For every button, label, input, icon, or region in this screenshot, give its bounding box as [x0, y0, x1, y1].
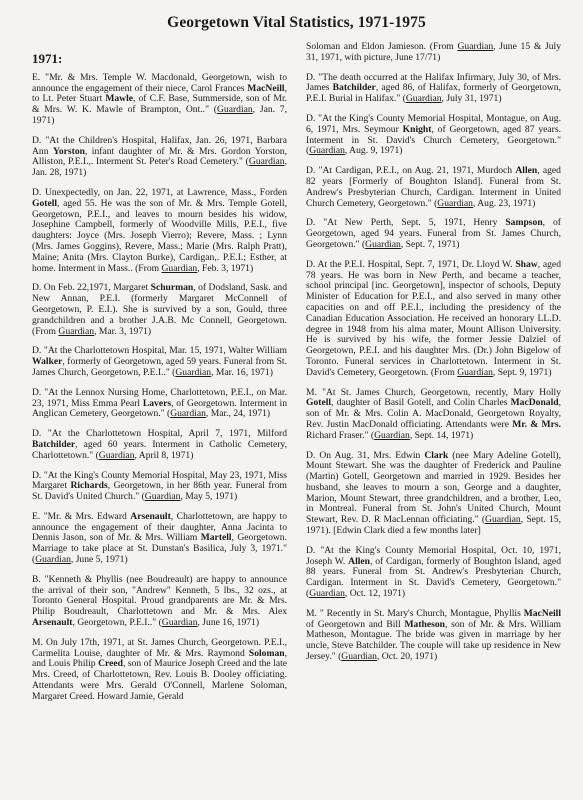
- entry-text: M. "At St. James Church, Georgetown, recently, Mary Holly: [306, 386, 561, 398]
- source-citation: Guardian: [485, 514, 521, 526]
- entry-text: , Mar. 16, 1971): [211, 366, 273, 378]
- surname: Lavers: [142, 397, 172, 409]
- entry-text: , Jan. 28, 1971): [32, 156, 287, 179]
- record-entry: [32, 283, 287, 337]
- surname: Sampson: [505, 217, 543, 229]
- entry-text: D. "At the Charlottetown Hospital, Mar. 15, 1971, Walter William: [32, 345, 287, 357]
- entry-text: , Sept. 7, 1971): [400, 238, 460, 250]
- source-citation: Guardian: [161, 617, 198, 629]
- entry-text: , Jan. 7, 1971): [32, 104, 288, 126]
- entry-text: , of Georgetown, aged 87 years. Interment in St. David's Church Cemetery, Georgetown." (: [306, 123, 562, 157]
- entry-text: , of Georgetown. Interment in Anglican Cemetery, Georgetown." (: [32, 397, 287, 420]
- record-entry: [32, 188, 287, 274]
- record-entry: [306, 73, 561, 105]
- surname: Schurman: [150, 282, 194, 294]
- surname: Creed: [98, 658, 123, 670]
- surname: Arsenault: [130, 510, 171, 522]
- entry-text: D. "At the King's County Memorial Hospital, May 23, 1971, Miss Margaret: [32, 469, 287, 492]
- surname: Batchilder: [332, 82, 376, 94]
- record-entry: [32, 638, 287, 703]
- page-title: Georgetown Vital Statistics, 1971-1975: [167, 14, 426, 31]
- entry-text: D. "At the King's County Memorial Hospital, Oct. 10, 1971, Joseph W.: [306, 544, 561, 567]
- source-citation: Guardian: [35, 554, 71, 566]
- surname: MacDonald: [510, 397, 559, 409]
- source-citation: Guardian: [437, 197, 473, 209]
- entry-text: , Oct. 12, 1971): [344, 588, 406, 600]
- source-citation: Guardian: [341, 651, 377, 663]
- entry-text: , July 31, 1971): [441, 93, 502, 105]
- entry-text: , Aug. 23, 1971): [472, 197, 536, 209]
- source-citation: Guardian: [309, 588, 345, 600]
- entry-text: , Georgetown, P.E.I.." (: [72, 617, 162, 629]
- source-citation: Guardian: [365, 238, 401, 250]
- source-citation: Guardian: [170, 408, 206, 420]
- source-citation: Guardian: [175, 366, 212, 378]
- entry-text: E. "Mr. & Mrs. Edward: [32, 510, 131, 522]
- record-entry: [32, 73, 287, 127]
- entry-text: Richard Fraser." (: [306, 429, 375, 441]
- entry-text: , son of Mr. & Mrs. Colin A. MacDonald, Georgetown Royalty, Rev. Justin MacDonald officiating. Attendants were: [306, 397, 561, 430]
- entry-text: , Oct. 20, 1971): [376, 651, 438, 663]
- entry-text: D. "At the Children's Hospital, Halifax, Jan. 26, 1971, Barbara Ann: [32, 134, 287, 157]
- record-entry: [306, 218, 561, 250]
- entry-text: , June 15 & July 31, 1971, with picture, June 17/71): [306, 41, 561, 63]
- entry-text: D. At the P.E.I. Hospital, Sept. 7, 1971, Dr. Lloyd W.: [306, 258, 516, 270]
- entry-text: D. "At the Lennox Nursing Home, Charlottetown, P.E.I., on Mar. 23, 1971, Miss Emma Pearl: [32, 386, 287, 409]
- surname: Gotell: [306, 397, 332, 409]
- surname: Soloman: [248, 647, 285, 659]
- record-entry: [306, 42, 561, 64]
- entry-text: , son of Mr. & Mrs. William Matheson, Montague. The bride was given in marriage by her uncle, Steve Batchilder. The couple will take up residence in New Jersey." (: [306, 618, 561, 663]
- entry-text: E. "Mr. & Mrs. Temple W. Macdonald, Georgetown, wish to announce the engagement of their niece, Carol Frances: [32, 71, 287, 94]
- record-entry: [306, 114, 561, 157]
- source-citation: Guardian: [58, 325, 95, 337]
- surname: Allen: [348, 555, 370, 567]
- surname: Matheson: [404, 618, 445, 630]
- entry-text: , Sept. 15, 1971). [Edwin Clark died a few months later]: [306, 514, 561, 537]
- record-entry: [32, 575, 287, 629]
- surname: Mawle: [105, 93, 134, 105]
- columns: [32, 42, 561, 712]
- surname: Richards: [70, 480, 108, 492]
- record-entry: [306, 166, 561, 209]
- source-citation: Guardian: [405, 93, 442, 105]
- entry-text: , June 16, 1971): [197, 617, 260, 629]
- entry-text: , Aug. 9, 1971): [344, 145, 403, 157]
- surname: Batchilder: [32, 438, 76, 450]
- surname: Knight: [402, 123, 432, 135]
- entry-text: D. Unexpectedly, on Jan. 22, 1971, at Lawrence, Mass., Forden: [32, 186, 287, 198]
- entry-text: D. On Aug. 31, Mrs. Edwin: [306, 449, 425, 461]
- source-citation: Guardian: [216, 104, 253, 116]
- surname: Martell: [200, 532, 232, 544]
- record-entry: [306, 609, 561, 663]
- source-citation: Guardian: [457, 41, 494, 52]
- entry-text: , formerly of Georgetown, aged 59 years. Funeral from St. James Church, Georgetown, P.E.I.." (: [32, 356, 287, 378]
- record-entry: [306, 546, 561, 600]
- surname: Yorston: [52, 145, 85, 157]
- entry-text: , Sept. 9, 1971): [492, 366, 552, 378]
- entry-text: , Mar., 24, 1971): [205, 408, 271, 420]
- surname: Arsenault: [32, 617, 73, 629]
- entry-text: , daughter of Basil Gotell, and Colin Charles: [331, 397, 511, 409]
- entry-text: , June 5, 1971): [70, 554, 128, 566]
- surname: MacNeill: [523, 607, 561, 619]
- source-citation: Guardian: [457, 366, 493, 378]
- surname: Gotell: [32, 197, 58, 209]
- record-entry: [32, 388, 287, 420]
- record-entry: [306, 260, 561, 379]
- entry-text: B. "Kenneth & Phyllis (nee Boudreault) are happy to announce the arrival of their son, "Andrew" Kenneth, 5 lbs., 32 ozs., at Toronto General Hospital. Proud grandparents are Mr. & Mrs. Philip Boudreault, Charlottetown and Mr. & Mrs. Alex: [32, 573, 287, 618]
- entry-text: D. "At New Perth, Sept. 5, 1971, Henry: [306, 217, 506, 229]
- entry-text: D. "At the Charlottetown Hospital, April 7, 1971, Milford: [32, 428, 287, 440]
- entry-text: , Sept. 14, 1971): [409, 429, 474, 441]
- year-heading: 1971:: [32, 51, 63, 66]
- source-citation: Guardian: [248, 156, 285, 168]
- entry-text: , aged 60 years. Interment in Catholic Cemetery, Charlottetown." (: [32, 438, 287, 461]
- record-entry: [306, 451, 561, 537]
- entry-text: , Feb. 3, 1971): [197, 262, 254, 274]
- surname: Shaw: [515, 258, 538, 270]
- surname: Allen: [515, 165, 538, 177]
- record-entry: [32, 346, 287, 378]
- entry-text: , Charlottetown, are happy to announce the engagement of their daughter, Anna Jacinta to Dennis Jason, son of Mr. & Mrs. William: [32, 510, 287, 544]
- surname: MacNeill: [247, 82, 285, 94]
- entry-text: , aged 78 years. He was born in New Perth, and became a teacher, school principal [inc. Georgetown], inspector of schools, Deputy Minister of Education for P.E.I., and also served in many other capacities on and off P.E.I., including the presidency of the Canadian Education Association. He received an honorary LL.D. degree in 1948 from his alma mater, Mount Allison University. He is survived by his wife, the former Jessie Dalziel of Georgetown, P.E.I. and his daughter Mrs. (Dr.) John Bigelow of Toronto. Funeral services in Charlottetown. Interment in St. David's Cemetery, Georgetown. (From: [306, 258, 561, 378]
- entry-text: , aged 55. He was the son of Mr. & Mrs. Temple Gotell, Georgetown, P.E.I., and leaves to mourn besides his widow, Josephine Campbell, formerly of Woodville Mills, P.E.I., five daughters: Joyce (Mrs. Joseph Vierro); Revere, Mass. ; Lynn (Mrs. James Goggins), Revere, Mass.; Marie (Mrs. Ralph Pratt), Maine; Anita (Mrs. Clayton Burke), Cardigan,. P.E.I.; Esther, at home. Interment in Mass.. (From: [32, 197, 287, 274]
- entry-text: Soloman and Eldon Jamieson. (From: [306, 41, 458, 52]
- entry-text: , son of Maurice Joseph Creed and the late Mrs. Creed, of Charlottetown, Rev. Louis B. Dooley officiating. Attendants were Mrs. Gerald O'Connell, Marlene Soloman, Margaret Creed. Howard Jamie, Gerald: [32, 658, 288, 702]
- entry-text: , of Dodsland, Sask. and New Annan, P.E.I. (formerly Margaret McConnell of Georgetown, P. E.I.). She is survived by a son, Gould, three grandchildren and a brother J.A.B. Mc Connell, Georgetown. (From: [32, 282, 287, 337]
- entry-text: , of C.F. Base, Summerside, son of Mr. & Mrs. W. K. Mawle of Brampton, Ont.." (: [32, 93, 288, 116]
- entry-text: M. On July 17th, 1971, at St. James Church, Georgetown. P.E.I., Carmelita Louise, daughter of Mr. & Mrs. Raymond: [32, 636, 287, 659]
- record-entry: [32, 471, 287, 503]
- entry-text: D. "At Cardigan, P.E.I., on Aug. 21, 1971, Murdoch: [306, 165, 516, 177]
- entry-text: of Georgetown and Bill: [306, 618, 405, 630]
- entry-text: D. "The death occurred at the Halifax Infirmary, July 30, of Mrs. James: [306, 71, 561, 94]
- entry-text: , to Lt. Peter Stuart: [32, 82, 287, 105]
- source-citation: Guardian: [161, 262, 198, 274]
- entry-text: , May 5, 1971): [180, 491, 238, 503]
- left-column: [32, 42, 287, 712]
- entry-text: , of Cardigan, formerly of Boughton Island, aged 88 years. Funeral from St. Andrew's Presbyterian Church, Cardigan. Interment in St. David's Cemetery, Georgetown." (: [306, 555, 561, 600]
- record-entry: [32, 136, 287, 179]
- record-entry: [32, 512, 287, 566]
- entry-text: D. "At the King's County Memorial Hospital, Montague, on Aug. 6, 1971, Mrs. Seymour: [306, 112, 561, 135]
- right-column: [306, 42, 561, 712]
- surname: Mr. & Mrs.: [512, 418, 561, 430]
- record-entry: [32, 429, 287, 461]
- record-entry: [306, 388, 561, 442]
- entry-text: , Georgetown, in her 86th year. Funeral from St. David's United Church." (: [32, 480, 287, 503]
- entry-text: , aged 82 years [Formerly of Boughton Island]. Funeral from St. Andrew's Presbyterian Church, Cardigan. Interment in United Church Cemetery, Georgetown." (: [306, 165, 561, 209]
- source-citation: Guardian: [309, 145, 345, 157]
- entry-text: , and Louis Philip: [32, 647, 287, 670]
- entry-text: D. On Feb. 22,1971, Margaret: [32, 282, 151, 294]
- source-citation: Guardian: [374, 429, 410, 441]
- entry-text: , infant daughter of Mr. & Mrs. Gordon Yorston, Alliston, P.E.I.,. Interment St. Peter's Road Cemetery." (: [32, 145, 287, 168]
- entry-text: M. " Recently in St. Mary's Church, Montague, Phyllis: [306, 607, 524, 619]
- entry-text: , Georgetown. Marriage to take place at St. Dunstan's Basilica, July 3, 1971." (: [32, 532, 287, 566]
- entry-text: , aged 86, of Halifax, formerly of Georgetown, P.E.I. Burial in Halifax." (: [306, 82, 561, 105]
- source-citation: Guardian: [144, 491, 181, 503]
- entry-text: , of Georgetown, aged 94 years. Funeral from St. James Church, Georgetown." (: [306, 217, 562, 250]
- surname: Walker: [32, 356, 63, 368]
- source-citation: Guardian: [98, 449, 135, 461]
- entry-text: (nee Mary Adeline Gotell), Mount Stewart. She was the daughter of Frederick and Pauline (Martin) Gotell, Georgetown and married in 1929. Besides her husband, she leaves to mourn a son, George and a daughter, Marion, Mount Stewart, three grandchildren, and a brother, Leo, in Montreal. Funeral from St. John's United Church, Mount Stewart, Rev. D. R MacLennan officiating." (: [306, 449, 562, 526]
- surname: Clark: [424, 449, 449, 461]
- entry-text: , April 8, 1971): [134, 449, 194, 461]
- entry-text: , Mar. 3, 1971): [94, 325, 152, 337]
